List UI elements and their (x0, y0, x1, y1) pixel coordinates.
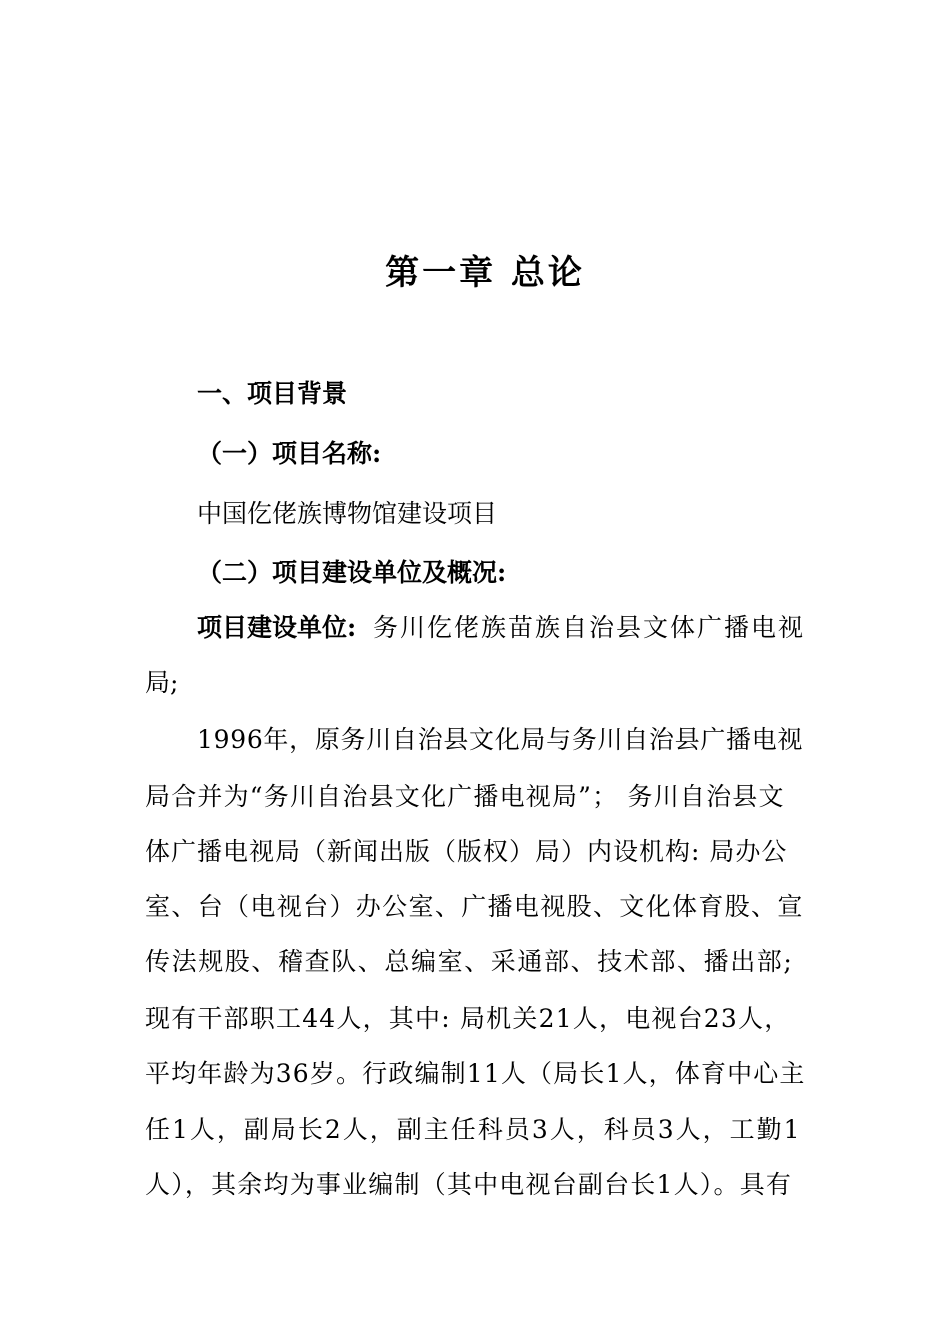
paragraph-line-6: 现有干部职工44人，其中: 局机关21人，电视台23人， (145, 1004, 791, 1033)
chapter-title: 第一章 总论 (385, 253, 585, 293)
paragraph-line-3: 体广播电视局（新闻出版（版权）局）内设机构: 局办公 (145, 837, 788, 866)
paragraph-line-5: 传法规股、稽查队、总编室、采通部、技术部、播出部; (145, 947, 794, 976)
paragraph-line-4: 室、台（电视台）办公室、广播电视股、文化体育股、宣 (145, 892, 804, 921)
project-name-text: 中国仡佬族博物馆建设项目 (197, 499, 498, 528)
builder-label: 项目建设单位: (197, 613, 357, 642)
paragraph-line-8: 任1人，副局长2人，副主任科员3人，科员3人，工勤1 (145, 1115, 802, 1144)
section-heading-project-background: 一、项目背景 (197, 379, 348, 408)
builder-value-line-1: 务川仡佬族苗族自治县文体广播电视 (372, 613, 805, 642)
paragraph-line-9: 人），其余均为事业编制（其中电视台副台长1人）。具有 (145, 1170, 793, 1199)
subsection-heading-project-name: （一）项目名称: (197, 439, 382, 468)
paragraph-line-2: 局合并为“务川自治县文化广播电视局”； 务川自治县文 (145, 782, 785, 811)
subsection-heading-builder-overview: （二）项目建设单位及概况: (197, 558, 507, 587)
builder-line-1 (197, 612, 805, 644)
builder-value-line-2: 局; (145, 668, 179, 697)
paragraph-line-1: 1996年，原务川自治县文化局与务川自治县广播电视 (197, 725, 804, 754)
paragraph-line-7: 平均年龄为36岁。行政编制11人（局长1人，体育中心主 (145, 1059, 806, 1088)
